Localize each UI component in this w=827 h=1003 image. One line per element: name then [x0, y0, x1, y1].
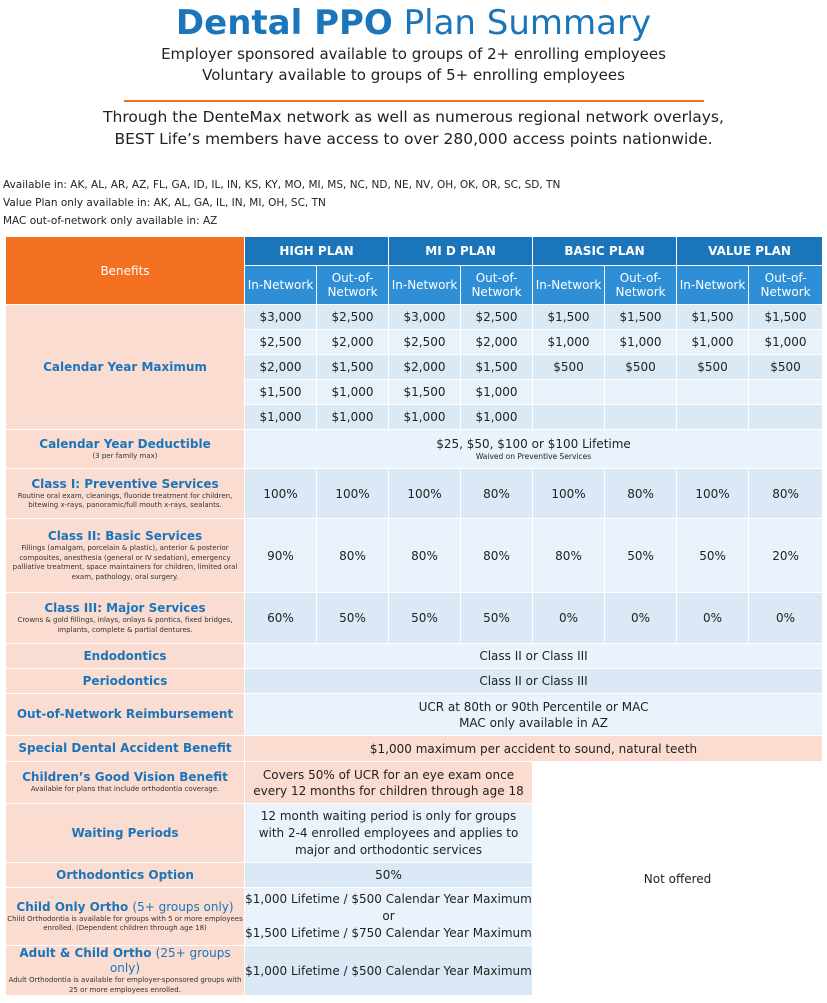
- value-cell: $2,500: [317, 305, 389, 330]
- periodontics-row: [6, 669, 823, 694]
- value-cell: 80%: [389, 519, 461, 593]
- value-cell: $1,500: [749, 305, 823, 330]
- value-cell: 0%: [749, 593, 823, 644]
- orange-divider: [124, 100, 704, 102]
- empty-cell: [605, 380, 677, 405]
- mid-plan-header: MI D PLAN: [389, 237, 533, 266]
- child-ortho-label: Child Only Ortho (5+ groups only) Child Orthodontia is available for groups with 5 or more employees enrolled. (Dependent children through age 18): [6, 888, 245, 946]
- value-cell: 100%: [245, 469, 317, 519]
- vision-label: Children’s Good Vision Benefit Available for plans that include orthodontia coverage.: [6, 762, 245, 804]
- class2-label: Class II: Basic Services Fillings (amalgam, porcelain & plastic), anterior & posterior composites, anesthesia (general or IV sedation), emergency palliative treatment, space maintainers for children, limited oral exam, pathology, oral surgery.: [6, 519, 245, 593]
- value-cell: $2,500: [389, 330, 461, 355]
- basic-plan-header: BASIC PLAN: [533, 237, 677, 266]
- value-cell: $500: [533, 355, 605, 380]
- value-cell: $500: [605, 355, 677, 380]
- value-cell: $2,000: [245, 355, 317, 380]
- value-cell: $1,000: [605, 330, 677, 355]
- value-cell: 50%: [605, 519, 677, 593]
- value-cell: $1,000: [317, 405, 389, 430]
- value-cell: 100%: [389, 469, 461, 519]
- accident-row: [6, 736, 823, 762]
- value-cell: $1,500: [533, 305, 605, 330]
- endodontics-value: Class II or Class III: [245, 644, 823, 669]
- mac-availability: MAC out-of-network only available in: AZ: [3, 215, 218, 227]
- value-cell: $1,000: [461, 380, 533, 405]
- value-plan-header: VALUE PLAN: [677, 237, 823, 266]
- value-cell: 80%: [317, 519, 389, 593]
- title-light: Plan Summary: [403, 3, 652, 43]
- value-cell: $2,500: [461, 305, 533, 330]
- value-cell: 50%: [461, 593, 533, 644]
- class2-row: [6, 519, 823, 593]
- high-plan-header: HIGH PLAN: [245, 237, 389, 266]
- ortho-label: Orthodontics Option: [6, 863, 245, 888]
- value-cell: $1,500: [245, 380, 317, 405]
- class1-row: [6, 469, 823, 519]
- empty-cell: [677, 405, 749, 430]
- class3-label: Class III: Major Services Crowns & gold fillings, inlays, onlays & pontics, fixed bridges, implants, complete & partial dentures.: [6, 593, 245, 644]
- value-cell: $1,000: [317, 380, 389, 405]
- value-cell: 20%: [749, 519, 823, 593]
- value-cell: 80%: [605, 469, 677, 519]
- value-cell: 80%: [533, 519, 605, 593]
- endodontics-row: [6, 644, 823, 669]
- value-cell: 60%: [245, 593, 317, 644]
- oon-row: [6, 694, 823, 736]
- in-network-header: In-Network: [533, 266, 605, 305]
- value-cell: 80%: [461, 469, 533, 519]
- value-cell: $1,500: [677, 305, 749, 330]
- waiting-value: 12 month waiting period is only for groups with 2-4 enrolled employees and applies to major and orthodontic services: [245, 804, 533, 863]
- value-cell: $500: [677, 355, 749, 380]
- intro-line-2: BEST Life’s members have access to over 280,000 access points nationwide.: [114, 130, 713, 148]
- value-cell: $1,500: [461, 355, 533, 380]
- value-cell: $3,000: [245, 305, 317, 330]
- out-network-header: Out-of-Network: [605, 266, 677, 305]
- value-cell: 0%: [533, 593, 605, 644]
- value-cell: 50%: [677, 519, 749, 593]
- value-cell: $2,000: [389, 355, 461, 380]
- calendar-max-label: Calendar Year Maximum: [6, 305, 245, 430]
- waiting-label: Waiting Periods: [6, 804, 245, 863]
- deductible-value: $25, $50, $100 or $100 Lifetime Waived on Preventive Services: [245, 430, 823, 469]
- oon-value: UCR at 80th or 90th Percentile or MAC MAC only available in AZ: [245, 694, 823, 736]
- value-cell: $3,000: [389, 305, 461, 330]
- oon-label: Out-of-Network Reimbursement: [6, 694, 245, 736]
- benefits-table: [5, 236, 823, 996]
- value-cell: 90%: [245, 519, 317, 593]
- calendar-max-row: [6, 305, 823, 330]
- class1-label: Class I: Preventive Services Routine oral exam, cleanings, fluoride treatment for children, bitewing x-rays, panoramic/full mouth x-rays, sealants.: [6, 469, 245, 519]
- deductible-label: Calendar Year Deductible (3 per family max): [6, 430, 245, 469]
- empty-cell: [533, 380, 605, 405]
- in-network-header: In-Network: [677, 266, 749, 305]
- value-cell: 100%: [317, 469, 389, 519]
- title-bold: Dental PPO: [175, 3, 393, 43]
- accident-value: $1,000 maximum per accident to sound, natural teeth: [245, 736, 823, 762]
- out-network-header: Out-of-Network: [317, 266, 389, 305]
- subtitle-line-2: Voluntary available to groups of 5+ enrolling employees: [202, 66, 625, 84]
- value-cell: $1,000: [389, 405, 461, 430]
- benefits-header: Benefits: [6, 237, 245, 305]
- periodontics-value: Class II or Class III: [245, 669, 823, 694]
- child-ortho-value: $1,000 Lifetime / $500 Calendar Year Maximum or $1,500 Lifetime / $750 Calendar Year Maximum: [245, 888, 533, 946]
- value-cell: $1,000: [749, 330, 823, 355]
- out-network-header: Out-of-Network: [749, 266, 823, 305]
- empty-cell: [749, 405, 823, 430]
- endodontics-label: Endodontics: [6, 644, 245, 669]
- value-plan-availability: Value Plan only available in: AK, AL, GA, IL, IN, MI, OH, SC, TN: [3, 197, 326, 209]
- empty-cell: [677, 380, 749, 405]
- intro-line-1: Through the DenteMax network as well as numerous regional network overlays,: [103, 108, 724, 126]
- value-cell: $1,500: [317, 355, 389, 380]
- value-cell: 0%: [605, 593, 677, 644]
- class3-row: [6, 593, 823, 644]
- value-cell: $2,000: [317, 330, 389, 355]
- availability-states: Available in: AK, AL, AR, AZ, FL, GA, ID, IL, IN, KS, KY, MO, MI, MS, NC, ND, NE, NV, OH, OK, OR, SC, SD, TN: [3, 179, 561, 191]
- value-cell: $1,000: [533, 330, 605, 355]
- vision-row: [6, 762, 823, 804]
- value-cell: 80%: [461, 519, 533, 593]
- empty-cell: [533, 405, 605, 430]
- in-network-header: In-Network: [245, 266, 317, 305]
- adult-ortho-label: Adult & Child Ortho (25+ groups only) Adult Orthodontia is available for employer-sponsored groups with 25 or more employees enrolled.: [6, 946, 245, 996]
- page-title: [0, 2, 827, 44]
- value-cell: $1,500: [605, 305, 677, 330]
- deductible-row: [6, 430, 823, 469]
- periodontics-label: Periodontics: [6, 669, 245, 694]
- value-cell: 80%: [749, 469, 823, 519]
- value-cell: $1,000: [461, 405, 533, 430]
- empty-cell: [605, 405, 677, 430]
- value-cell: $1,000: [245, 405, 317, 430]
- in-network-header: In-Network: [389, 266, 461, 305]
- subtitle-line-1: Employer sponsored available to groups of 2+ enrolling employees: [161, 45, 666, 63]
- value-cell: $2,500: [245, 330, 317, 355]
- out-network-header: Out-of-Network: [461, 266, 533, 305]
- value-cell: $1,500: [389, 380, 461, 405]
- value-cell: $500: [749, 355, 823, 380]
- value-cell: 0%: [677, 593, 749, 644]
- not-offered-cell: Not offered: [533, 762, 823, 996]
- value-cell: 100%: [533, 469, 605, 519]
- adult-ortho-value: $1,000 Lifetime / $500 Calendar Year Maximum: [245, 946, 533, 996]
- value-cell: $1,000: [677, 330, 749, 355]
- value-cell: 50%: [389, 593, 461, 644]
- value-cell: 100%: [677, 469, 749, 519]
- accident-label: Special Dental Accident Benefit: [6, 736, 245, 762]
- value-cell: 50%: [317, 593, 389, 644]
- ortho-value: 50%: [245, 863, 533, 888]
- vision-value: Covers 50% of UCR for an eye exam once every 12 months for children through age 18: [245, 762, 533, 804]
- empty-cell: [749, 380, 823, 405]
- value-cell: $2,000: [461, 330, 533, 355]
